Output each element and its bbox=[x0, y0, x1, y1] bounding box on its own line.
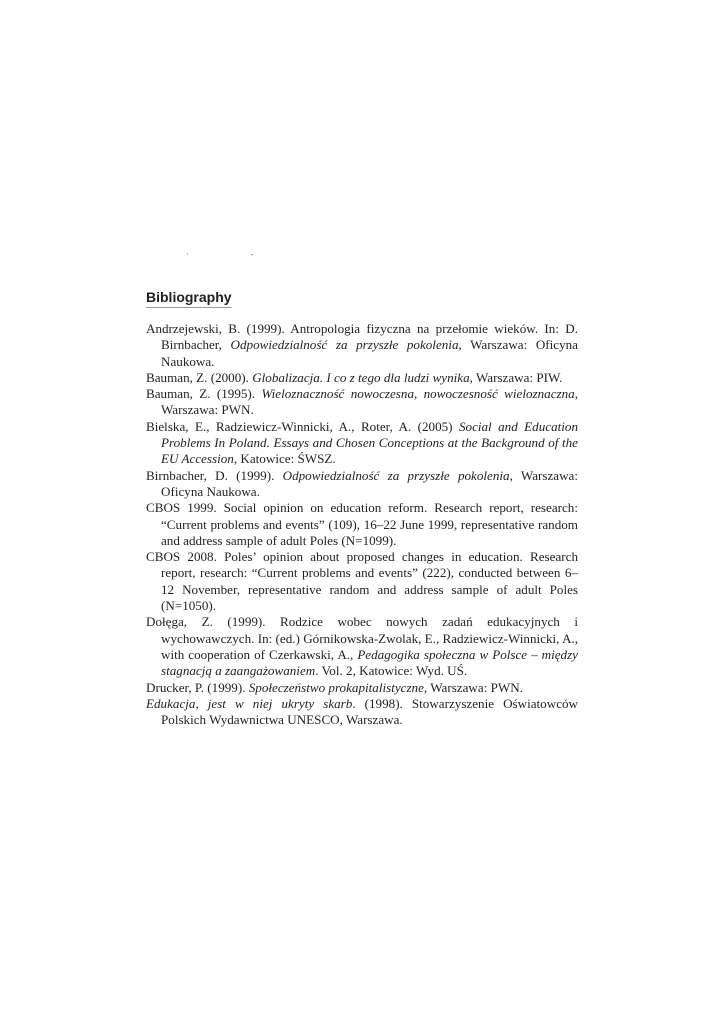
stray-marks: · - bbox=[186, 250, 284, 259]
entry-text: Drucker, P. (1999). bbox=[146, 679, 249, 695]
entry-text: Birnbacher, D. (1999). bbox=[146, 467, 283, 483]
entry-text: . Vol. 2, Katowice: Wyd. UŚ. bbox=[315, 663, 468, 679]
bibliography-entry bbox=[146, 614, 578, 679]
bibliography-entry bbox=[146, 386, 578, 419]
entry-text: Andrzejewski, B. (1999). Antropologia fizyczna na przełomie wieków. In: D. Birnbacher, bbox=[146, 321, 578, 353]
entry-text: , Katowice: ŚWSZ. bbox=[233, 451, 336, 467]
entry-title: Społeczeństwo prokapitalistyczne bbox=[248, 679, 424, 695]
entry-title: Odpowiedzialność za przyszłe pokolenia bbox=[282, 467, 510, 483]
bibliography-entry bbox=[146, 419, 578, 468]
entry-title: Social and Education Problems In Poland. Essays and Chosen Conceptions at the Background of the EU Accession bbox=[161, 418, 578, 467]
bibliography-heading: Bibliography bbox=[146, 288, 232, 308]
bibliography-entry bbox=[146, 549, 578, 614]
entry-text: Bauman, Z. (2000). bbox=[146, 369, 253, 385]
entry-text: . (1998). Stowarzyszenie Oświatowców Polskich Wydawnictwa UNESCO, Warszawa. bbox=[161, 695, 579, 728]
bibliography-entry bbox=[146, 500, 578, 549]
bibliography-entry bbox=[146, 321, 578, 370]
entry-title: Globalizacja. I co z tego dla ludzi wynika bbox=[252, 369, 470, 385]
entry-text: , Warszawa: Oficyna Naukowa. bbox=[161, 467, 578, 499]
bibliography-entry bbox=[146, 370, 578, 386]
entry-title: Odpowiedzialność za przyszłe pokolenia bbox=[230, 337, 459, 353]
entry-text: , Warszawa: PWN. bbox=[423, 679, 523, 695]
entry-text: CBOS 1999. Social opinion on education reform. Research report, research: “Current problems and events” (109), 16–22 June 1999, representative random and address sample of adult Poles (N=1099). bbox=[146, 500, 578, 548]
bibliography-entry bbox=[146, 696, 578, 729]
bibliography-entry bbox=[146, 680, 578, 696]
entry-title: Edukacja, jest w niej ukryty skarb bbox=[146, 695, 353, 711]
entry-text: Dołęga, Z. (1999). Rodzice wobec nowych zadań edukacyjnych i wychowawczych. In: (ed.) Górnikowska-Zwolak, E., Radziewicz-Winnicki, A., with cooperation of Czerkawski, A., bbox=[146, 614, 578, 662]
entry-text: CBOS 2008. Poles’ opinion about proposed changes in education. Research report, research: “Current problems and events” (222), conducted between 6–12 November, representative random and address sample of adult Poles (N=1050). bbox=[146, 549, 578, 614]
entry-title: Wieloznaczność nowoczesna, nowoczesność wieloznaczna bbox=[261, 386, 575, 402]
entry-text: Bielska, E., Radziewicz-Winnicki, A., Roter, A. (2005) bbox=[146, 418, 459, 434]
entry-text: , Warszawa: PIW. bbox=[469, 369, 563, 385]
bibliography-entry bbox=[146, 468, 578, 501]
bibliography-list bbox=[146, 321, 578, 728]
entry-title: Pedagogika społeczna w Polsce – między stagnacją a zaangażowaniem bbox=[161, 646, 578, 679]
entry-text: , Warszawa: PWN. bbox=[161, 386, 579, 418]
entry-text: , Warszawa: Oficyna Naukowa. bbox=[161, 337, 578, 369]
entry-text: Bauman, Z. (1995). bbox=[146, 386, 262, 402]
